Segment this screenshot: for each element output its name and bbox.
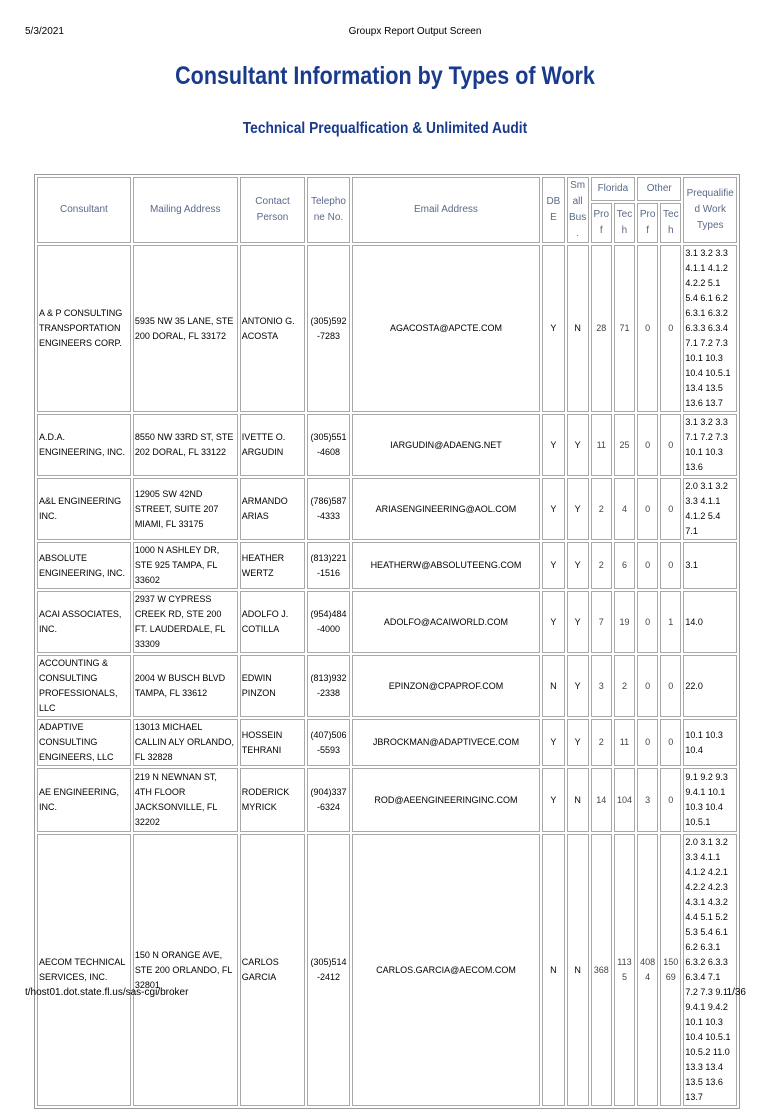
work-types: 3.1 xyxy=(683,542,737,589)
screen-title: Groupx Report Output Screen xyxy=(348,26,482,37)
florida-tech-count: 1135 xyxy=(614,834,635,1106)
small-business-flag: Y xyxy=(567,719,589,766)
telephone: (813)932-2338 xyxy=(307,655,349,717)
contact-person: ANTONIO G. ACOSTA xyxy=(240,245,306,412)
other-tech-count: 15069 xyxy=(660,834,681,1106)
work-types: 10.1 10.3 10.4 xyxy=(683,719,737,766)
telephone: (407)506-5593 xyxy=(307,719,349,766)
florida-prof-count: 11 xyxy=(591,414,612,476)
contact-person: ADOLFO J. COTILLA xyxy=(240,591,306,653)
florida-tech-count: 71 xyxy=(614,245,635,412)
florida-tech-count: 19 xyxy=(614,591,635,653)
footer-url: t/host01.dot.state.fl.us/sas-cgi/broker xyxy=(25,987,189,998)
dbe-flag: Y xyxy=(542,542,564,589)
other-prof-count: 0 xyxy=(637,542,658,589)
telephone: (786)587-4333 xyxy=(307,478,349,540)
email-address: IARGUDIN@ADAENG.NET xyxy=(352,414,541,476)
florida-tech-count: 4 xyxy=(614,478,635,540)
col-contact-header: Contact Person xyxy=(240,177,306,243)
small-business-flag: Y xyxy=(567,591,589,653)
email-address: CARLOS.GARCIA@AECOM.COM xyxy=(352,834,541,1106)
mailing-address: 12905 SW 42ND STREET, SUITE 207 MIAMI, FL 33175 xyxy=(133,478,238,540)
work-types: 3.1 3.2 3.3 4.1.1 4.1.2 4.2.2 5.1 5.4 6.1 6.2 6.3.1 6.3.2 6.3.3 6.3.4 7.1 7.2 7.3 10.1 10.3 10.4 10.5.1 13.4 13.5 13.6 13.7 xyxy=(683,245,737,412)
table-row xyxy=(37,834,737,1106)
dbe-flag: Y xyxy=(542,478,564,540)
small-business-flag: N xyxy=(567,768,589,832)
table-row xyxy=(37,542,737,589)
col-dbe-header: DBE xyxy=(542,177,564,243)
florida-prof-count: 14 xyxy=(591,768,612,832)
mailing-address: 8550 NW 33RD ST, STE 202 DORAL, FL 33122 xyxy=(133,414,238,476)
florida-prof-count: 28 xyxy=(591,245,612,412)
header-row xyxy=(37,177,737,201)
dbe-flag: Y xyxy=(542,245,564,412)
table-row xyxy=(37,245,737,412)
other-prof-count: 4084 xyxy=(637,834,658,1106)
page-title: Consultant Information by Types of Work xyxy=(175,62,595,90)
mailing-address: 1000 N ASHLEY DR, STE 925 TAMPA, FL 33602 xyxy=(133,542,238,589)
other-prof-count: 0 xyxy=(637,478,658,540)
consultant-name: ABSOLUTE ENGINEERING, INC. xyxy=(37,542,131,589)
contact-person: CARLOS GARCIA xyxy=(240,834,306,1106)
email-address: ADOLFO@ACAIWORLD.COM xyxy=(352,591,541,653)
other-tech-count: 0 xyxy=(660,719,681,766)
consultant-name: ADAPTIVE CONSULTING ENGINEERS, LLC xyxy=(37,719,131,766)
consultant-table xyxy=(34,174,740,1109)
dbe-flag: Y xyxy=(542,719,564,766)
col-florida-prof-header: Prof xyxy=(591,203,612,243)
dbe-flag: N xyxy=(542,834,564,1106)
col-other-prof-header: Prof xyxy=(637,203,658,243)
other-prof-count: 0 xyxy=(637,591,658,653)
consultant-name: AECOM TECHNICAL SERVICES, INC. xyxy=(37,834,131,1106)
work-types: 2.0 3.1 3.2 3.3 4.1.1 4.1.2 5.4 7.1 xyxy=(683,478,737,540)
email-address: EPINZON@CPAPROF.COM xyxy=(352,655,541,717)
col-prequalified-header: Prequalified Work Types xyxy=(683,177,737,243)
mailing-address: 150 N ORANGE AVE, STE 200 ORLANDO, FL 32801 xyxy=(133,834,238,1106)
other-prof-count: 0 xyxy=(637,719,658,766)
work-types: 14.0 xyxy=(683,591,737,653)
other-tech-count: 0 xyxy=(660,768,681,832)
work-types: 9.1 9.2 9.3 9.4.1 10.1 10.3 10.4 10.5.1 xyxy=(683,768,737,832)
florida-prof-count: 2 xyxy=(591,542,612,589)
florida-prof-count: 7 xyxy=(591,591,612,653)
col-other-header: Other xyxy=(637,177,681,201)
mailing-address: 2004 W BUSCH BLVD TAMPA, FL 33612 xyxy=(133,655,238,717)
telephone: (305)592-7283 xyxy=(307,245,349,412)
other-prof-count: 0 xyxy=(637,655,658,717)
mailing-address: 5935 NW 35 LANE, STE 200 DORAL, FL 33172 xyxy=(133,245,238,412)
contact-person: IVETTE O. ARGUDIN xyxy=(240,414,306,476)
col-email-header: Email Address xyxy=(352,177,541,243)
florida-prof-count: 2 xyxy=(591,478,612,540)
consultant-name: ACCOUNTING & CONSULTING PROFESSIONALS, LLC xyxy=(37,655,131,717)
email-address: JBROCKMAN@ADAPTIVECE.COM xyxy=(352,719,541,766)
mailing-address: 13013 MICHAEL CALLIN ALY ORLANDO, FL 32828 xyxy=(133,719,238,766)
table-row xyxy=(37,478,737,540)
florida-prof-count: 368 xyxy=(591,834,612,1106)
col-phone-header: Telephone No. xyxy=(307,177,349,243)
telephone: (305)514-2412 xyxy=(307,834,349,1106)
florida-tech-count: 6 xyxy=(614,542,635,589)
contact-person: HOSSEIN TEHRANI xyxy=(240,719,306,766)
consultant-name: ACAI ASSOCIATES, INC. xyxy=(37,591,131,653)
other-prof-count: 0 xyxy=(637,245,658,412)
other-tech-count: 1 xyxy=(660,591,681,653)
consultant-name: A & P CONSULTING TRANSPORTATION ENGINEERS CORP. xyxy=(37,245,131,412)
email-address: AGACOSTA@APCTE.COM xyxy=(352,245,541,412)
other-tech-count: 0 xyxy=(660,655,681,717)
small-business-flag: N xyxy=(567,834,589,1106)
florida-tech-count: 25 xyxy=(614,414,635,476)
florida-prof-count: 2 xyxy=(591,719,612,766)
contact-person: EDWIN PINZON xyxy=(240,655,306,717)
telephone: (305)551-4608 xyxy=(307,414,349,476)
other-tech-count: 0 xyxy=(660,478,681,540)
col-address-header: Mailing Address xyxy=(133,177,238,243)
table-row xyxy=(37,414,737,476)
small-business-flag: Y xyxy=(567,478,589,540)
dbe-flag: N xyxy=(542,655,564,717)
dbe-flag: Y xyxy=(542,768,564,832)
florida-prof-count: 3 xyxy=(591,655,612,717)
other-prof-count: 3 xyxy=(637,768,658,832)
dbe-flag: Y xyxy=(542,414,564,476)
consultant-name: AE ENGINEERING, INC. xyxy=(37,768,131,832)
small-business-flag: Y xyxy=(567,542,589,589)
telephone: (813)221-1516 xyxy=(307,542,349,589)
contact-person: HEATHER WERTZ xyxy=(240,542,306,589)
small-business-flag: Y xyxy=(567,655,589,717)
other-tech-count: 0 xyxy=(660,414,681,476)
report-date: 5/3/2021 xyxy=(25,26,64,37)
florida-tech-count: 2 xyxy=(614,655,635,717)
other-tech-count: 0 xyxy=(660,245,681,412)
col-small-business-header: Small Bus. xyxy=(567,177,589,243)
table-row xyxy=(37,591,737,653)
other-prof-count: 0 xyxy=(637,414,658,476)
col-florida-header: Florida xyxy=(591,177,635,201)
table-row xyxy=(37,768,737,832)
col-florida-tech-header: Tech xyxy=(614,203,635,243)
email-address: ARIASENGINEERING@AOL.COM xyxy=(352,478,541,540)
small-business-flag: Y xyxy=(567,414,589,476)
email-address: HEATHERW@ABSOLUTEENG.COM xyxy=(352,542,541,589)
consultant-name: A.D.A. ENGINEERING, INC. xyxy=(37,414,131,476)
telephone: (904)337-6324 xyxy=(307,768,349,832)
col-other-tech-header: Tech xyxy=(660,203,681,243)
florida-tech-count: 11 xyxy=(614,719,635,766)
table-row xyxy=(37,655,737,717)
contact-person: RODERICK MYRICK xyxy=(240,768,306,832)
small-business-flag: N xyxy=(567,245,589,412)
work-types: 22.0 xyxy=(683,655,737,717)
work-types: 3.1 3.2 3.3 7.1 7.2 7.3 10.1 10.3 13.6 xyxy=(683,414,737,476)
page-subtitle: Technical Prequalfication & Unlimited Audit xyxy=(242,120,528,137)
telephone: (954)484-4000 xyxy=(307,591,349,653)
contact-person: ARMANDO ARIAS xyxy=(240,478,306,540)
work-types: 2.0 3.1 3.2 3.3 4.1.1 4.1.2 4.2.1 4.2.2 4.2.3 4.3.1 4.3.2 4.4 5.1 5.2 5.3 5.4 6.1 6.2 6.3.1 6.3.2 6.3.3 6.3.4 7.1 7.2 7.3 9.1 9.4.1 9.4.2 10.1 10.3 10.4 10.5.1 10.5.2 11.0 13.3 13.4 13.5 13.6 13.7 xyxy=(683,834,737,1106)
page-number: 1/36 xyxy=(726,987,746,998)
dbe-flag: Y xyxy=(542,591,564,653)
consultant-name: A&L ENGINEERING INC. xyxy=(37,478,131,540)
email-address: ROD@AEENGINEERINGINC.COM xyxy=(352,768,541,832)
mailing-address: 219 N NEWNAN ST, 4TH FLOOR JACKSONVILLE, FL 32202 xyxy=(133,768,238,832)
col-consultant-header: Consultant xyxy=(37,177,131,243)
table-row xyxy=(37,719,737,766)
florida-tech-count: 104 xyxy=(614,768,635,832)
mailing-address: 2937 W CYPRESS CREEK RD, STE 200 FT. LAUDERDALE, FL 33309 xyxy=(133,591,238,653)
other-tech-count: 0 xyxy=(660,542,681,589)
